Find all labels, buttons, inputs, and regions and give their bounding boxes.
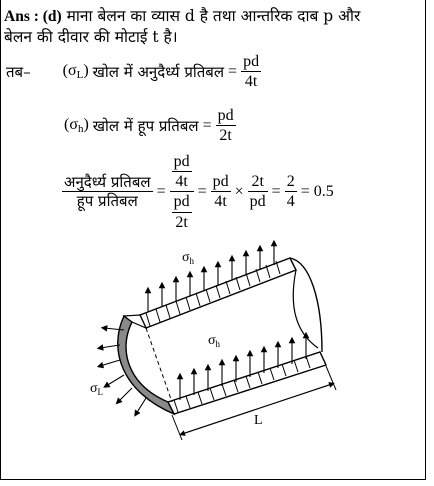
equals-sign: = bbox=[197, 182, 207, 200]
answer-label: Ans : (d) bbox=[4, 8, 62, 25]
fraction-pd-4t: $\frac{pd}{4t}$ bbox=[243, 53, 260, 91]
result-value: = 0.5 bbox=[300, 182, 334, 200]
cylinder-bottom-wall bbox=[168, 352, 326, 414]
nested-fraction: $\frac{\frac{pd}{4t}}{\frac{pd}{2t}}$ bbox=[170, 152, 194, 232]
equals-sign: = bbox=[228, 62, 238, 80]
sigma-l-symbol: $(\sigma_L)$ bbox=[62, 62, 89, 82]
equals-sign: = bbox=[202, 116, 212, 134]
equals-sign: = bbox=[271, 182, 281, 200]
fraction-pd-2t: $\frac{pd}{2t}$ bbox=[217, 107, 234, 145]
fraction-2t-pd: $\frac{2t}{pd}$ bbox=[249, 173, 266, 211]
then-label: तब– bbox=[6, 62, 31, 81]
fraction-2-4: $\frac{2}{4}$ bbox=[286, 173, 295, 211]
answer-text-1: माना बेलन का व्यास d है तथा आन्तरिक दाब p और bbox=[66, 7, 361, 25]
sigma-l-label: $\sigma_L$ bbox=[90, 381, 104, 397]
sigma-h-top-label: $\sigma_h$ bbox=[182, 250, 195, 266]
hoop-stress-text: खोल में हूप प्रतिबल bbox=[92, 116, 199, 135]
ratio-word-fraction: $\frac{\text{अनुदैर्ध्य प्रतिबल}}{\text{हूप प्रतिबल}}$ bbox=[64, 173, 151, 211]
answer-line-2: बेलन की दीवार की मोटाई t है। bbox=[4, 28, 178, 46]
longitudinal-stress-text: खोल में अनुदैर्ध्य प्रतिबल bbox=[92, 62, 225, 81]
cylinder-left-end-cap bbox=[118, 316, 174, 414]
fraction-pd-4t: $\frac{pd}{4t}$ bbox=[212, 173, 229, 211]
length-label: L bbox=[254, 413, 263, 428]
equals-sign: = bbox=[156, 182, 166, 200]
sigma-h-mid-label: $\sigma_h$ bbox=[208, 333, 221, 349]
times-sign: × bbox=[234, 182, 244, 200]
sigma-h-symbol: $(\sigma_h)$ bbox=[64, 116, 89, 136]
